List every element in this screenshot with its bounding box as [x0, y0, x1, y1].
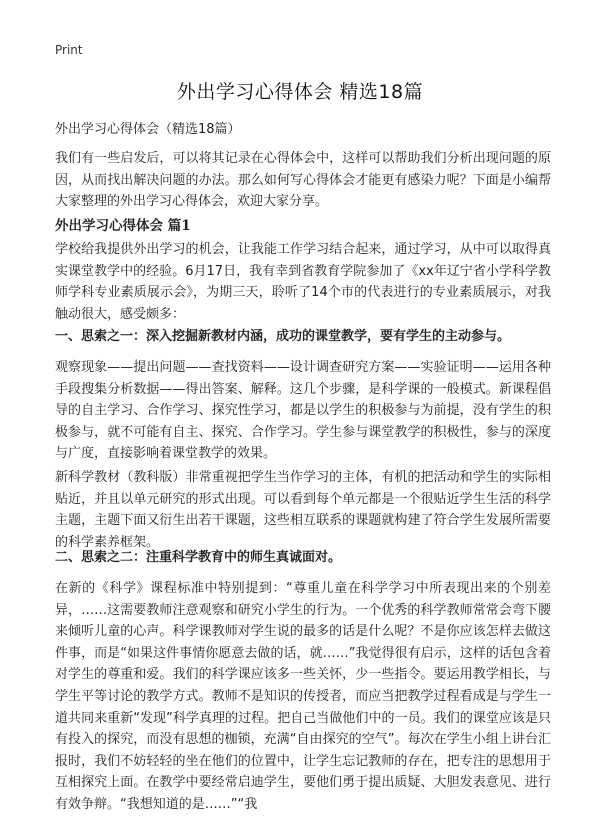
document-subtitle: 外出学习心得体会（精选18篇） [55, 122, 241, 137]
paragraph-4: 在新的《科学》课程标准中特别提到：“尊重儿童在科学学习中所表现出来的个别差异，……这需要教师注意观察和研究小学生的行为。一个优秀的科学教师常常会弯下腰来倾听儿童的心声。科学课教师对学生说的最多的话是什么呢？不是你应该怎样去做这件事，而是“如果这件事情你愿意去做的话，就……”我觉得很有启示，这样的话包含着对学生的尊重和爱。我们的科学课应该多一些关怀，少一些指令。要运用教学相长，与学生平等讨论的教学方式。教师不是知识的传授者，而应当把教学过程看成是与学生一道共同来重新“发现”科学真理的过程。把自己当做他们中的一员。我们的课堂应该是只有投入的探究，而没有思想的枷锁，充满“自由探究的空气”。每次在学生小组上讲台汇报时，我们不妨轻轻的坐在他们的位置中，让学生忘记教师的存在，把专注的思想用于互相探究上面。在教学中要经常启迪学生，要他们勇于提出质疑、大胆发表意见、进行有效争辩。“我想知道的是……”“我 [55, 581, 551, 812]
subheading-2: 二、思索之二：注重科学教育中的师生真诚面对。 [55, 550, 342, 565]
paragraph-2: 观察现象——提出问题——查找资料——设计调查研究方案——实验证明——运用各种手段搜集分析数据——得出答案、解释。这几个步骤，是科学课的一般模式。新课程倡导的自主学习、合作学习、探究性学习，都是以学生的积极参与为前提，没有学生的积极参与，就不可能有自主、探究、合作学习。学生参与课堂教学的积极性，参与的深度与广度，直接影响着课堂教学的效果。 [55, 360, 551, 462]
section-heading: 外出学习心得体会 篇1 [55, 218, 191, 234]
subheading-1: 一、思索之一：深入挖掘新教材内涵，成功的课堂教学，要有学生的主动参与。 [55, 329, 511, 344]
paragraph-3: 新科学教材（教科版）非常重视把学生当作学习的主体，有机的把活动和学生的实际相贴近，并且以单元研究的形式出现。可以看到每个单元都是一个很贴近学生生活的科学主题，主题下面又衍生出若干课题，这些相互联系的课题就构建了符合学生发展所需要的科学素养框架。 [55, 470, 551, 550]
paragraph-1: 学校给我提供外出学习的机会，让我能工作学习结合起来，通过学习，从中可以取得真实课堂教学中的经验。6月17日，我有幸到省教育学院参加了《xx年辽宁省小学科学教师学科专业素质展示会》，为期三天，聆听了14个市的代表进行的专业素质展示，对我触动很大，感受颇多： [55, 242, 551, 322]
print-label: Print [55, 43, 83, 57]
intro-paragraph: 我们有一些启发后，可以将其记录在心得体会中，这样可以帮助我们分析出现问题的原因，从而找出解决问题的办法。那么如何写心得体会才能更有感染力呢？下面是小编帮大家整理的外出学习心得体会，欢迎大家分享。 [55, 151, 551, 210]
document-title: 外出学习心得体会 精选18篇 [176, 81, 424, 103]
